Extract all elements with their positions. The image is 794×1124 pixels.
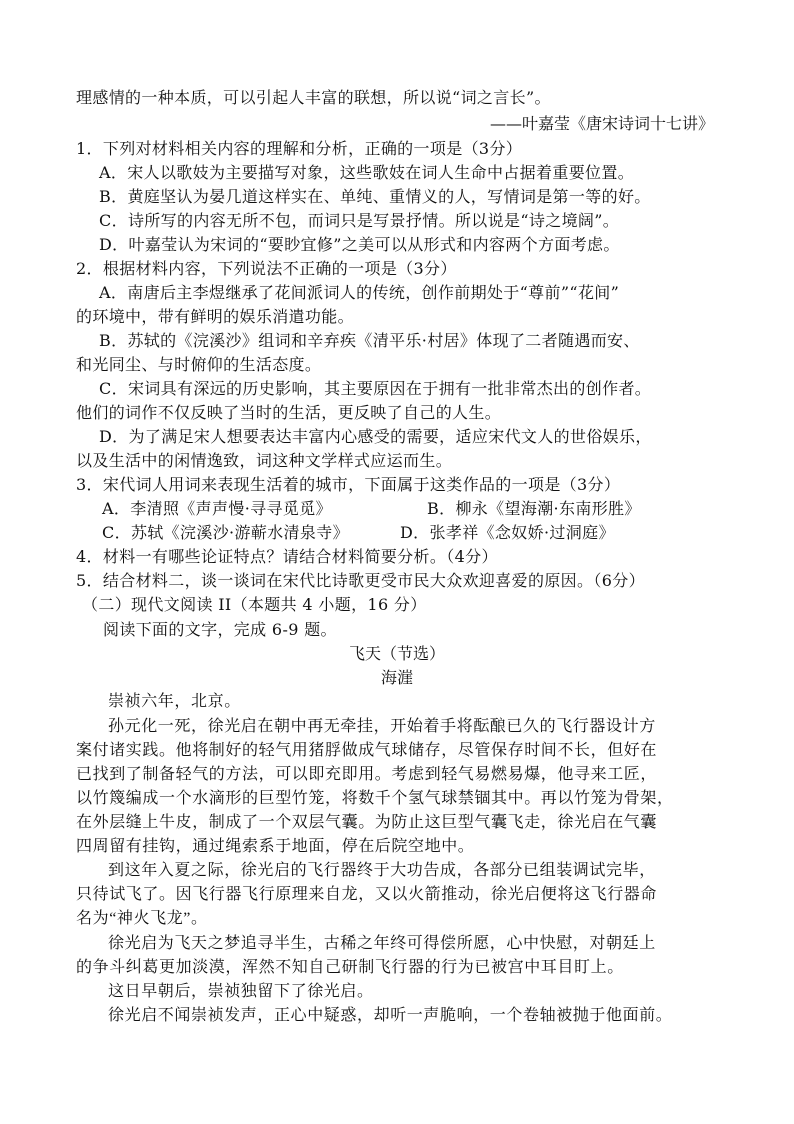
q2-option-b-line2: 和光同尘、与时俯仰的生活态度。 (76, 355, 322, 374)
passage-line: 以竹篾编成一个水滴形的巨型竹笼，将数千个氢气球禁锢其中。再以竹笼为骨架， (76, 790, 674, 807)
q2-option-b-line1: B．苏轼的《浣溪沙》组词和辛弃疾《清平乐·村居》体现了二者随遇而安、 (99, 331, 640, 350)
passage-line: 这日早朝后，崇祯独留下了徐光启。 (108, 983, 374, 1000)
q2-option-d-line2: 以及生活中的闲情逸致，词这种文学样式应运而生。 (76, 451, 453, 470)
passage-line: 只待试飞了。因飞行器飞行原理来自龙，又以火箭推动，徐光启便将这飞行器命 (76, 886, 658, 903)
passage-line: 徐光启为飞天之梦追寻半生，古稀之年终可得偿所愿，心中快慰，对朝廷上 (108, 935, 656, 952)
q1-stem: 1．下列对材料相关内容的理解和分析，正确的一项是（3分） (76, 139, 523, 158)
passage-line: 案付诸实践。他将制好的轻气用猪脬做成气球储存，尽管保存时间不长，但好在 (76, 742, 658, 759)
q1-option-a: A．宋人以歌妓为主要描写对象，这些歌妓在词人生命中占据着重要位置。 (99, 163, 635, 182)
passage-line: 名为“神火飞龙”。 (76, 910, 208, 927)
section-two-heading: （二）现代文阅读 II（本题共 4 小题，16 分） (82, 595, 427, 614)
passage-title: 飞天（节选） (348, 644, 445, 663)
q1-option-d: D．叶嘉莹认为宋词的“要眇宜修”之美可以从形式和内容两个方面考虑。 (99, 235, 620, 254)
passage-paragraph: 崇祯六年，北京。 (108, 693, 241, 710)
passage-line: 四周留有挂钩，通过绳索系于地面，停在后院空地中。 (76, 838, 475, 855)
q3-option-b: B．柳永《望海潮·东南形胜》 (427, 499, 641, 518)
q3-option-c: C．苏轼《浣溪沙·游蕲水清泉寺》 (102, 523, 349, 542)
q2-option-d-line1: D．为了满足宋人想要表达丰富内心感受的需要，适应宋代文人的世俗娱乐， (99, 427, 652, 446)
q2-option-c-line2: 他们的词作不仅反映了当时的生活，更反映了自己的人生。 (76, 403, 502, 422)
q3-stem: 3．宋代词人用词来表现生活着的城市，下面属于这类作品的一项是（3分） (76, 475, 621, 494)
passage-line: 徐光启不闻崇祯发声，正心中疑惑，却听一声脆响，一个卷轴被抛于他面前。 (108, 1007, 673, 1024)
q2-option-a-line1: A．南唐后主李煜继承了花间派词人的传统，创作前期处于“尊前”“花间” (99, 283, 620, 302)
material-one-citation: ——叶嘉莹《唐宋诗词十七讲》 (489, 114, 714, 133)
q2-option-a-line2: 的环境中，带有鲜明的娱乐消遣功能。 (76, 307, 354, 326)
passage-line: 在外层缝上牛皮，制成了一个双层气囊。为防止这巨型气囊飞走，徐光启在气囊 (76, 814, 658, 831)
passage-author: 海漄 (380, 668, 413, 687)
q3-option-d: D．张孝祥《念奴娇·过洞庭》 (400, 523, 615, 542)
passage-line: 到这年入夏之际，徐光启的飞行器终于大功告成，各部分已组装调试完毕， (108, 862, 656, 879)
q4-stem: 4．材料一有哪些论证特点？请结合材料简要分析。（4分） (76, 547, 498, 566)
q1-option-b: B．黄庭坚认为晏几道这样实在、单纯、重情义的人，写情词是第一等的好。 (99, 187, 651, 206)
passage-line: 的争斗纠葛更加淡漠，浑然不知自己研制飞行器的行为已被宫中耳目盯上。 (76, 959, 624, 976)
q5-stem: 5．结合材料二，谈一谈词在宋代比诗歌更受市民大众欢迎喜爱的原因。（6分） (76, 571, 645, 590)
material-one-closing-line: 理感情的一种本质，可以引起人丰富的联想，所以说“词之言长”。 (76, 88, 551, 107)
q2-stem: 2．根据材料内容，下列说法不正确的一项是（3分） (76, 259, 457, 278)
section-two-instruction: 阅读下面的文字，完成 6-9 题。 (103, 620, 337, 639)
passage-line: 孙元化一死，徐光启在朝中再无牵挂，开始着手将酝酿已久的飞行器设计方 (108, 718, 656, 735)
q3-option-a: A．李清照《声声慢·寻寻觅觅》 (102, 499, 332, 518)
q2-option-c-line1: C．宋词具有深远的历史影响，其主要原因在于拥有一批非常杰出的创作者。 (99, 379, 652, 398)
passage-line: 已找到了制备轻气的方法，可以即充即用。考虑到轻气易燃易爆，他寻来工匠， (76, 766, 658, 783)
q1-option-c: C．诗所写的内容无所不包，而词只是写景抒情。所以说是“诗之境阔”。 (99, 211, 620, 230)
